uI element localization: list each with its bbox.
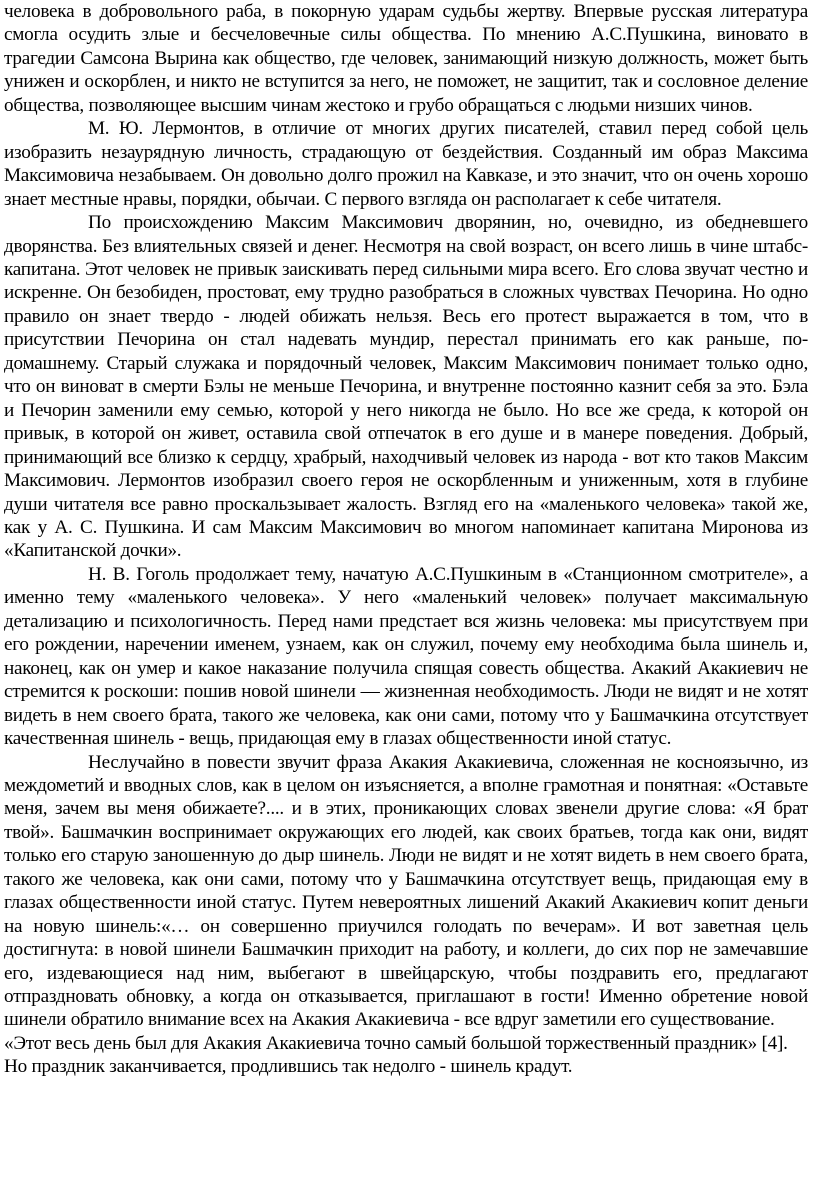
paragraph-quote: «Этот весь день был для Акакия Акакиевича точно самый большой торжественный праздник» [4]. Но праздник заканчивается, продлившись так недолго - шинель крадут. [4,1032,788,1078]
paragraph-text: человека в добровольного раба, в покорную ударам судьбы жертву. Впервые русская литература смогла осудить злые и бесчеловечные силы общества. По мнению А.С.Пушкина, виновато в трагедии Самсона Вырина как общество, где человек, занимающий низкую должность, может быть унижен и оскорблен, и никто не вступится за него, не поможет, не защитит, так и сословное деление общества, позволяющее высшим чинам жестоко и грубо обращаться с людьми низших чинов. [4,1,808,116]
paragraph-gogol: Н. В. Гоголь продолжает тему, начатую А.С.Пушкиным в «Станционном смотрителе», а именно тему «маленького человека». У него «маленький человек» получает максимальную детализацию и психологичность. Перед нами предстает вся жизнь человека: мы присутствуем при его рождении, наречении именем, узнаем, как он служил, почему ему необходима была шинель и, наконец, как он умер и какое наказание получила спящая совесть общества. Акакий Акакиевич не стремится к роскоши: пошив новой шинели — жизненная необходимость. Люди не видят и не хотят видеть в нем своего брата, такого же человека, как они сами, потому что у Башмачкина отсутствует качественная шинель - вещь, придающая ему в глазах общественности иной статус. [4,563,808,750]
paragraph-bashmachkin: Неслучайно в повести звучит фраза Акакия Акакиевича, сложенная не косноязычно, из междометий и вводных слов, как в целом он изъясняется, а вполне грамотная и понятная: «Оставьте меня, зачем вы меня обижаете?.... и в этих, проникающих словах звенели другие слова: «Я брат твой». Башмачкин воспринимает окружающих его людей, как своих братьев, тогда как они, видят только его старую заношенную до дыр шинель. Люди не видят и не хотят видеть в нем своего брата, такого же человека, как они сами, потому что у Башмачкина отсутствует вещь, придающая ему в глазах общественности иной статус. Путем невероятных лишений Акакий Акакиевич копит деньги на новую шинель:«… он совершенно приучился голодать по вечерам». И вот заветная цель достигнута: в новой шинели Башмачкин приходит на работу, и коллеги, до сих пор не замечавшие его, издевающиеся над ним, выбегают в швейцарскую, чтобы поздравить его, предлагают отпраздновать обновку, а когда он отказывается, приглашают в гости! Именно обретение новой шинели обратило внимание всех на Акакия Акакиевича - все вдруг заметили его существование. [4,751,808,1031]
paragraph-continuation [4,0,808,117]
paragraph-maksim-maksimovich: По происхождению Максим Максимович дворянин, но, очевидно, из обедневшего дворянства. Без влиятельных связей и денег. Несмотря на свой возраст, он всего лишь в чине штабс-капитана. Этот человек не привык заискивать перед сильными мира всего. Его слова звучат честно и искренне. Он безобиден, простоват, ему трудно разобраться в сложных чувствах Печорина. Но одно правило он знает твердо - людей обижать нельзя. Весь его протест выражается в том, что в присутствии Печорина он стал надевать мундир, перестал принимать его как раньше, по-домашнему. Старый служака и порядочный человек, Максим Максимович понимает только одно, что он виноват в смерти Бэлы не меньше Печорина, и внутренне постоянно казнит себя за это. Бэла и Печорин заменили ему семью, которой у него никогда не было. Но все же среда, к которой он привык, в которой он живет, оставила свой отпечаток в его душе и в манере поведения. Добрый, принимающий все близко к сердцу, храбрый, находчивый человек из народа - вот кто таков Максим Максимович. Лермонтов изобразил своего героя не оскорбленным и униженным, хотя в глубине души читателя все равно проскальзывает жалость. Взгляд его на «маленького человека» такой же, как у А. С. Пушкина. И сам Максим Максимович во многом напоминает капитана Миронова из «Капитанской дочки». [4,212,808,562]
paragraph-lermontov: М. Ю. Лермонтов, в отличие от многих других писателей, ставил перед собой цель изобразить незаурядную личность, страдающую от бездействия. Созданный им образ Максима Максимовича незабываем. Он довольно долго прожил на Кавказе, и это значит, что он очень хорошо знает местные нравы, порядки, обычаи. С первого взгляда он располагает к себе читателя. [4,118,808,210]
